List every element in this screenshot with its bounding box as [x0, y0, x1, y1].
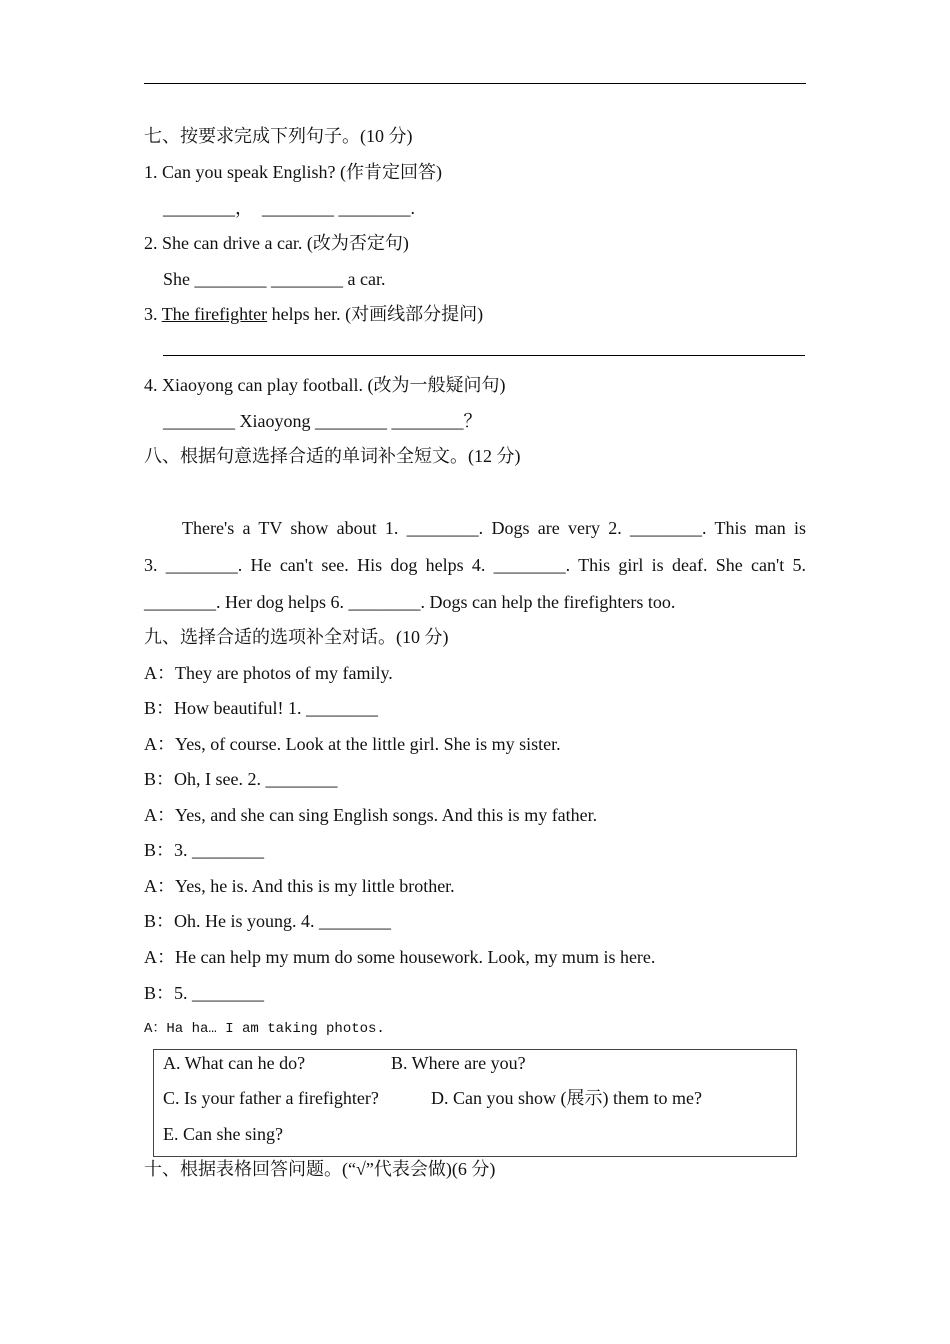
section9-title: 九、选择合适的选项补全对话。(10 分)	[144, 627, 449, 647]
passage-line-3: ________. Her dog helps 6. ________. Dogs can help the firefighters too.	[144, 592, 676, 612]
question-2-answer-blanks: She ________ ________ a car.	[163, 269, 386, 289]
option-e: E. Can she sing?	[163, 1124, 283, 1144]
question-3-underlined-part: The firefighter	[161, 304, 268, 324]
option-a: A. What can he do?	[163, 1053, 306, 1073]
passage-line-1: There's a TV show about 1. ________. Dogs are very 2. ________. This man is	[182, 518, 806, 538]
passage-line-2: 3. ________. He can't see. His dog helps 4. ________. This girl is deaf. She can't 5.	[144, 555, 806, 575]
dialogue-line: B：How beautiful! 1. ________	[144, 698, 378, 718]
question-3-answer-line	[163, 355, 805, 356]
dialogue-line: B：3. ________	[144, 840, 265, 860]
section8-title: 八、根据句意选择合适的单词补全短文。(12 分)	[144, 446, 521, 466]
dialogue-line: B：Oh. He is young. 4. ________	[144, 911, 391, 931]
question-2: 2. She can drive a car. (改为否定句)	[144, 233, 409, 253]
section10-title: 十、根据表格回答问题。(“√”代表会做)(6 分)	[144, 1159, 496, 1179]
section7-title: 七、按要求完成下列句子。(10 分)	[144, 126, 413, 146]
question-1: 1. Can you speak English? (作肯定回答)	[144, 162, 442, 182]
question-4-answer-blanks: ________ Xiaoyong ________ ________？	[163, 411, 482, 431]
option-d: D. Can you show (展示) them to me?	[431, 1088, 702, 1108]
option-b: B. Where are you?	[391, 1053, 526, 1073]
question-3-rest: helps her. (对画线部分提问)	[267, 304, 484, 324]
dialogue-line: B：5. ________	[144, 983, 265, 1003]
question-4: 4. Xiaoyong can play football. (改为一般疑问句)	[144, 375, 506, 395]
dialogue-last-line: A：Ha ha… I am taking photos.	[144, 1021, 385, 1037]
dialogue-line: A：Yes, he is. And this is my little brother.	[144, 876, 455, 896]
option-c: C. Is your father a firefighter?	[163, 1088, 379, 1108]
question-1-answer-blanks: ________， ________ ________.	[163, 198, 415, 218]
dialogue-line: A：Yes, and she can sing English songs. And this is my father.	[144, 805, 598, 825]
dialogue-line: A：Yes, of course. Look at the little girl. She is my sister.	[144, 734, 561, 754]
options-box	[153, 1049, 797, 1157]
dialogue-line: B：Oh, I see. 2. ________	[144, 769, 338, 789]
header-rule	[144, 83, 806, 84]
question-3-number: 3.	[144, 304, 162, 324]
dialogue-line: A：He can help my mum do some housework. Look, my mum is here.	[144, 947, 656, 967]
question-3	[144, 303, 483, 325]
dialogue-line: A：They are photos of my family.	[144, 663, 393, 683]
